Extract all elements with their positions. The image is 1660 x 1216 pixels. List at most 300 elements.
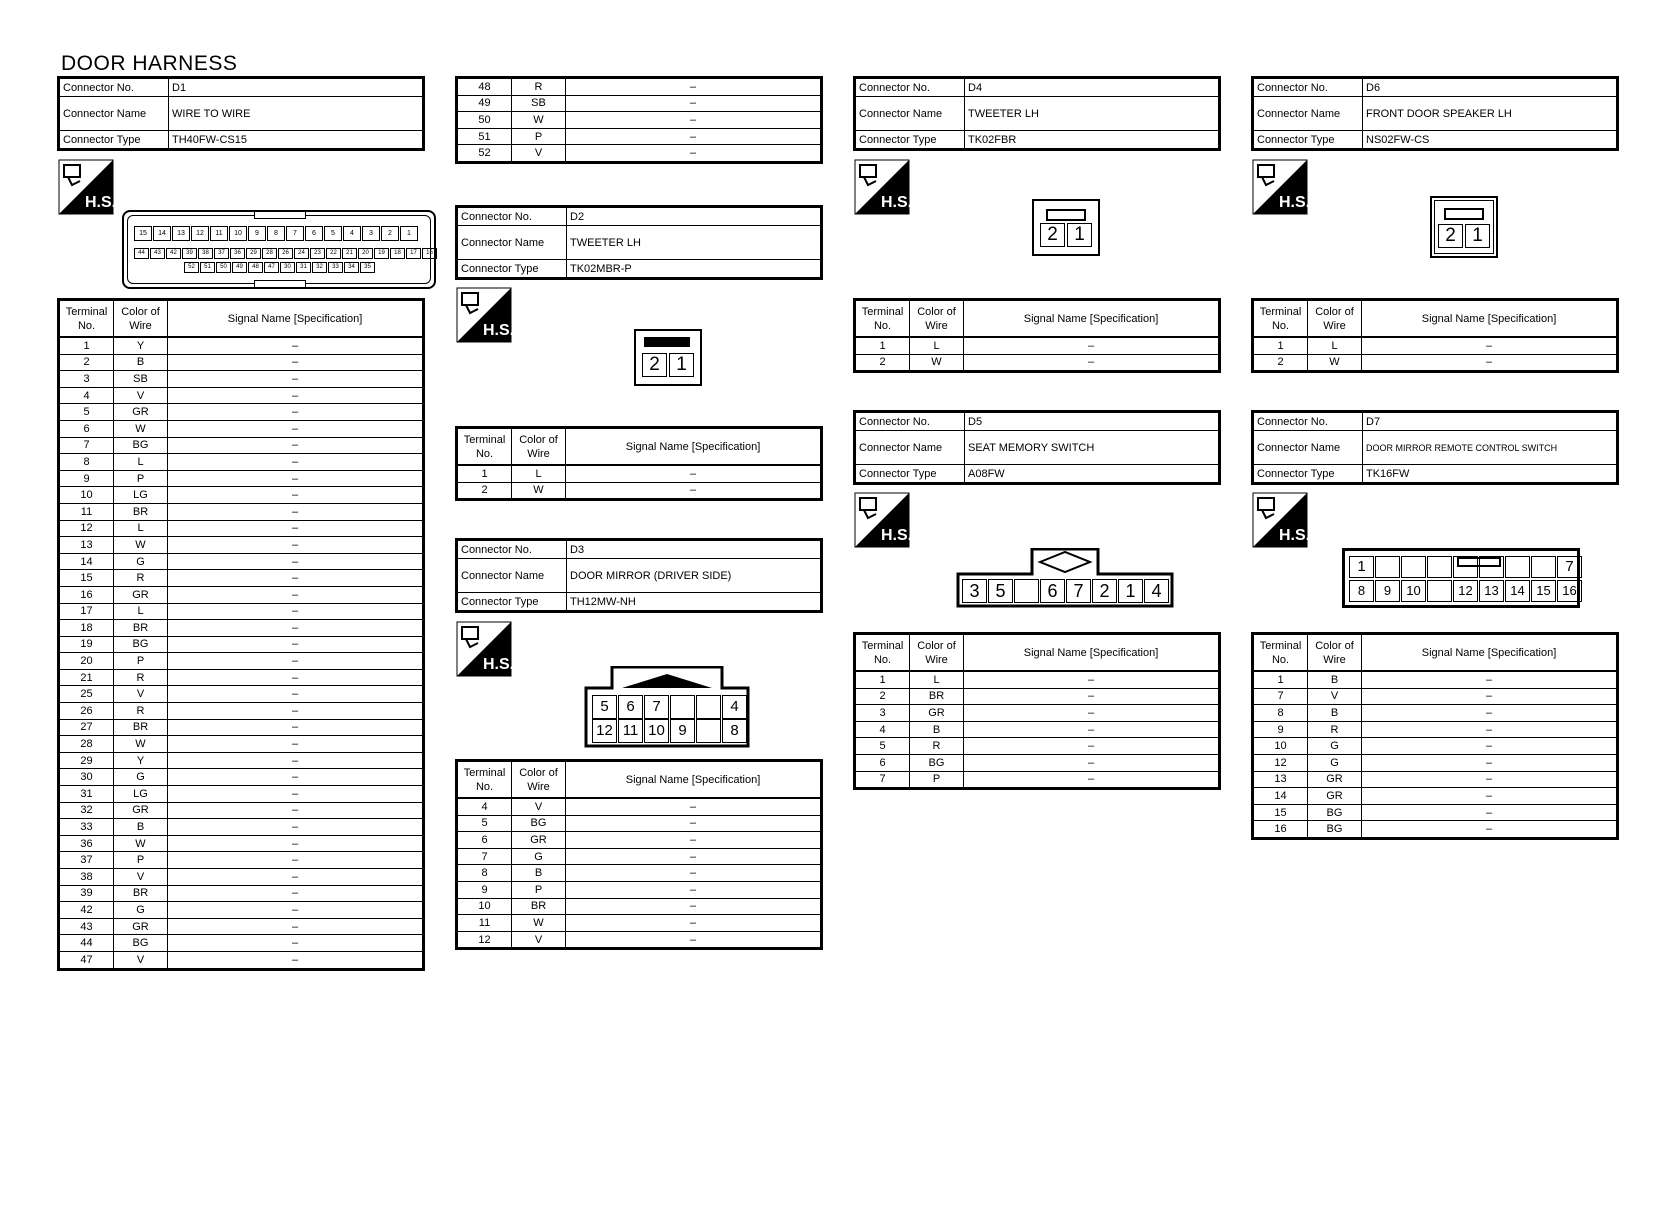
wire-color: BR	[114, 885, 168, 902]
terminal-no: 1	[855, 337, 910, 354]
wire-color: GR	[1308, 788, 1362, 805]
signal-name: –	[964, 754, 1220, 771]
terminal-row	[855, 354, 1220, 372]
header-terminal: Terminal No.	[855, 300, 910, 338]
wire-color: Y	[114, 337, 168, 354]
connector-pin: 37	[214, 248, 229, 259]
terminal-row	[457, 482, 822, 500]
terminal-row	[59, 869, 424, 886]
signal-name: –	[168, 603, 424, 620]
label-connector-no: Connector No.	[457, 540, 567, 559]
signal-name: –	[168, 387, 424, 404]
terminal-row	[855, 738, 1220, 755]
terminal-row	[1253, 671, 1618, 688]
terminal-no: 14	[59, 553, 114, 570]
terminal-row	[59, 420, 424, 437]
terminal-row	[457, 128, 822, 145]
label-connector-no: Connector No.	[457, 207, 567, 226]
terminal-no: 10	[59, 487, 114, 504]
wire-color: L	[910, 337, 964, 354]
wire-color: R	[114, 703, 168, 720]
header-color: Color of Wire	[910, 634, 964, 672]
signal-name: –	[168, 736, 424, 753]
wire-color: P	[512, 128, 566, 145]
signal-name: –	[964, 671, 1220, 688]
wire-color: GR	[114, 918, 168, 935]
connector-pin: 2	[381, 226, 399, 241]
wire-color: V	[114, 686, 168, 703]
signal-name: –	[566, 865, 822, 882]
header-signal: Signal Name [Specification]	[1362, 634, 1618, 672]
label-connector-name: Connector Name	[1253, 431, 1363, 465]
terminal-no: 20	[59, 653, 114, 670]
terminal-no: 19	[59, 636, 114, 653]
signal-name: –	[168, 586, 424, 603]
connector-name: TWEETER LH	[965, 97, 1220, 131]
wire-color: BR	[114, 719, 168, 736]
signal-name: –	[964, 705, 1220, 722]
terminal-row	[59, 470, 424, 487]
wire-color: L	[114, 520, 168, 537]
signal-name: –	[1362, 354, 1618, 372]
terminal-row	[59, 719, 424, 736]
signal-name: –	[168, 503, 424, 520]
terminal-no: 5	[59, 404, 114, 421]
connector-pin: 15	[134, 226, 152, 241]
connector-pin: 12	[592, 719, 617, 743]
connector-d3-face	[582, 666, 752, 748]
wire-color: G	[1308, 754, 1362, 771]
wire-color: W	[114, 537, 168, 554]
connector-d6-terminals	[1251, 298, 1619, 373]
terminal-no: 13	[1253, 771, 1308, 788]
connector-pin	[696, 695, 721, 719]
terminal-row	[457, 865, 822, 882]
terminal-row	[457, 112, 822, 129]
connector-pin: 32	[312, 262, 327, 273]
wire-color: L	[1308, 337, 1362, 354]
connector-d7-header	[1251, 410, 1619, 485]
header-color: Color of Wire	[910, 300, 964, 338]
signal-name: –	[1362, 337, 1618, 354]
signal-name: –	[566, 931, 822, 949]
connector-pin: 4	[1144, 579, 1169, 603]
signal-name: –	[168, 520, 424, 537]
terminal-no: 7	[59, 437, 114, 454]
connector-pin: 31	[296, 262, 311, 273]
connector-type: TK02MBR-P	[567, 260, 822, 279]
header-terminal: Terminal No.	[59, 300, 114, 338]
terminal-no: 12	[457, 931, 512, 949]
signal-name: –	[566, 95, 822, 112]
header-color: Color of Wire	[114, 300, 168, 338]
hs-icon	[1252, 159, 1308, 215]
connector-pin: 39	[182, 248, 197, 259]
header-color: Color of Wire	[512, 761, 566, 799]
terminal-no: 38	[59, 869, 114, 886]
terminal-no: 26	[59, 703, 114, 720]
terminal-no: 17	[59, 603, 114, 620]
connector-pin: 35	[360, 262, 375, 273]
header-terminal: Terminal No.	[457, 428, 512, 466]
wire-color: B	[910, 721, 964, 738]
connector-pin: 8	[1349, 580, 1374, 602]
terminal-row	[59, 487, 424, 504]
terminal-row	[457, 931, 822, 949]
connector-pin: 14	[1505, 580, 1530, 602]
signal-name: –	[1362, 721, 1618, 738]
connector-pin: 42	[166, 248, 181, 259]
signal-name: –	[168, 537, 424, 554]
terminal-row	[59, 786, 424, 803]
terminal-row	[59, 570, 424, 587]
terminal-no: 14	[1253, 788, 1308, 805]
terminal-no: 9	[59, 470, 114, 487]
wire-color: GR	[1308, 771, 1362, 788]
terminal-row	[59, 454, 424, 471]
terminal-row	[457, 465, 822, 482]
connector-pin: 50	[216, 262, 231, 273]
svg-text:H.S.: H.S.	[1279, 527, 1308, 544]
signal-name: –	[168, 686, 424, 703]
connector-pin: 22	[326, 248, 341, 259]
signal-name: –	[1362, 821, 1618, 839]
connector-no: D5	[965, 412, 1220, 431]
terminal-row	[457, 78, 822, 96]
signal-name: –	[1362, 788, 1618, 805]
connector-pin: 1	[1465, 224, 1490, 248]
page-title: DOOR HARNESS	[61, 52, 238, 75]
label-connector-no: Connector No.	[855, 412, 965, 431]
connector-type: TH40FW-CS15	[169, 131, 424, 150]
connector-pin: 19	[374, 248, 389, 259]
connector-type: A08FW	[965, 465, 1220, 484]
wire-color: B	[114, 354, 168, 371]
terminal-no: 2	[1253, 354, 1308, 372]
terminal-no: 16	[1253, 821, 1308, 839]
connector-pin: 24	[294, 248, 309, 259]
terminal-row	[59, 852, 424, 869]
header-signal: Signal Name [Specification]	[566, 761, 822, 799]
svg-text:H.S.: H.S.	[881, 527, 910, 544]
wire-color: W	[1308, 354, 1362, 372]
terminal-row	[59, 520, 424, 537]
wire-color: SB	[512, 95, 566, 112]
label-connector-name: Connector Name	[1253, 97, 1363, 131]
signal-name: –	[168, 752, 424, 769]
wire-color: V	[512, 931, 566, 949]
connector-pin: 20	[358, 248, 373, 259]
connector-pin: 52	[184, 262, 199, 273]
terminal-row	[59, 819, 424, 836]
connector-pin	[1375, 556, 1400, 578]
terminal-row	[59, 437, 424, 454]
wire-color: R	[114, 570, 168, 587]
wire-color: R	[114, 669, 168, 686]
terminal-row	[1253, 354, 1618, 372]
wire-color: BR	[114, 503, 168, 520]
signal-name: –	[566, 815, 822, 832]
svg-text:H.S.: H.S.	[483, 656, 512, 673]
terminal-no: 5	[457, 815, 512, 832]
terminal-no: 8	[457, 865, 512, 882]
connector-pin	[1014, 579, 1039, 603]
connector-no: D1	[169, 78, 424, 97]
label-connector-name: Connector Name	[855, 97, 965, 131]
terminal-row	[1253, 721, 1618, 738]
terminal-no: 1	[1253, 671, 1308, 688]
connector-pin: 13	[1479, 580, 1504, 602]
label-connector-name: Connector Name	[855, 431, 965, 465]
wire-color: V	[512, 145, 566, 163]
signal-name: –	[566, 78, 822, 96]
terminal-no: 1	[59, 337, 114, 354]
connector-d4-terminals	[853, 298, 1221, 373]
signal-name: –	[964, 738, 1220, 755]
svg-text:H.S.: H.S.	[1279, 194, 1308, 211]
hs-icon	[854, 492, 910, 548]
signal-name: –	[168, 620, 424, 637]
terminal-no: 10	[1253, 738, 1308, 755]
signal-name: –	[168, 719, 424, 736]
terminal-no: 27	[59, 719, 114, 736]
signal-name: –	[168, 470, 424, 487]
terminal-row	[59, 951, 424, 969]
wire-color: BG	[910, 754, 964, 771]
terminal-no: 15	[1253, 804, 1308, 821]
label-connector-type: Connector Type	[1253, 131, 1363, 150]
terminal-row	[855, 721, 1220, 738]
connector-pin: 1	[400, 226, 418, 241]
connector-d5-terminals	[853, 632, 1221, 790]
terminal-no: 21	[59, 669, 114, 686]
terminal-no: 31	[59, 786, 114, 803]
terminal-row	[59, 387, 424, 404]
signal-name: –	[168, 935, 424, 952]
terminal-no: 2	[457, 482, 512, 500]
signal-name: –	[168, 835, 424, 852]
terminal-row	[855, 688, 1220, 705]
terminal-no: 28	[59, 736, 114, 753]
label-connector-no: Connector No.	[59, 78, 169, 97]
wire-color: P	[114, 470, 168, 487]
wire-color: G	[114, 769, 168, 786]
connector-d2-terminals	[455, 426, 823, 501]
terminal-row	[59, 802, 424, 819]
label-connector-name: Connector Name	[59, 97, 169, 131]
terminal-row	[855, 771, 1220, 789]
signal-name: –	[168, 802, 424, 819]
wire-color: BG	[1308, 821, 1362, 839]
connector-pin: 14	[153, 226, 171, 241]
connector-d1-terminals	[57, 298, 425, 971]
connector-no: D3	[567, 540, 822, 559]
wire-color: BR	[910, 688, 964, 705]
connector-pin: 33	[328, 262, 343, 273]
terminal-row	[59, 835, 424, 852]
connector-pin: 10	[644, 719, 669, 743]
terminal-no: 48	[457, 78, 512, 96]
terminal-row	[59, 371, 424, 388]
wire-color: L	[114, 603, 168, 620]
signal-name: –	[1362, 754, 1618, 771]
connector-pin: 1	[1118, 579, 1143, 603]
wire-color: L	[114, 454, 168, 471]
wire-color: V	[114, 387, 168, 404]
label-connector-type: Connector Type	[59, 131, 169, 150]
connector-pin: 10	[1401, 580, 1426, 602]
signal-name: –	[168, 703, 424, 720]
connector-pin: 44	[134, 248, 149, 259]
connector-pin: 16	[422, 248, 437, 259]
connector-pin: 3	[362, 226, 380, 241]
signal-name: –	[566, 898, 822, 915]
terminal-row	[59, 935, 424, 952]
label-connector-no: Connector No.	[1253, 78, 1363, 97]
terminal-row	[59, 752, 424, 769]
wire-color: P	[114, 653, 168, 670]
connector-pin	[1453, 556, 1478, 578]
connector-pin: 2	[642, 353, 667, 377]
signal-name: –	[168, 769, 424, 786]
terminal-row	[59, 503, 424, 520]
wire-color: GR	[512, 832, 566, 849]
connector-no: D7	[1363, 412, 1618, 431]
signal-name: –	[964, 721, 1220, 738]
connector-name: SEAT MEMORY SWITCH	[965, 431, 1220, 465]
label-connector-no: Connector No.	[1253, 412, 1363, 431]
connector-pin: 49	[232, 262, 247, 273]
signal-name: –	[168, 337, 424, 354]
terminal-no: 2	[59, 354, 114, 371]
connector-d3-terminals	[455, 759, 823, 950]
header-signal: Signal Name [Specification]	[964, 300, 1220, 338]
signal-name: –	[168, 454, 424, 471]
label-connector-type: Connector Type	[1253, 465, 1363, 484]
terminal-no: 2	[855, 354, 910, 372]
wire-color: R	[910, 738, 964, 755]
terminal-row	[59, 620, 424, 637]
signal-name: –	[1362, 804, 1618, 821]
connector-pin: 11	[618, 719, 643, 743]
connector-d4-face	[1032, 199, 1100, 256]
terminal-no: 12	[59, 520, 114, 537]
signal-name: –	[168, 918, 424, 935]
signal-name: –	[566, 482, 822, 500]
terminal-no: 3	[59, 371, 114, 388]
wire-color: R	[1308, 721, 1362, 738]
connector-pin: 34	[344, 262, 359, 273]
connector-no: D6	[1363, 78, 1618, 97]
terminal-no: 15	[59, 570, 114, 587]
connector-d4-header	[853, 76, 1221, 151]
terminal-row	[855, 705, 1220, 722]
terminal-no: 8	[1253, 705, 1308, 722]
signal-name: –	[168, 420, 424, 437]
wire-color: B	[1308, 705, 1362, 722]
svg-text:H.S.: H.S.	[85, 194, 114, 211]
connector-pin: 2	[1438, 224, 1463, 248]
signal-name: –	[1362, 671, 1618, 688]
label-connector-type: Connector Type	[855, 465, 965, 484]
connector-pin: 8	[267, 226, 285, 241]
connector-pin	[1427, 556, 1452, 578]
signal-name: –	[566, 798, 822, 815]
label-connector-type: Connector Type	[457, 260, 567, 279]
connector-type: TH12MW-NH	[567, 593, 822, 612]
wire-color: V	[114, 951, 168, 969]
terminal-row	[457, 798, 822, 815]
signal-name: –	[168, 487, 424, 504]
signal-name: –	[566, 832, 822, 849]
connector-d1-header	[57, 76, 425, 151]
terminal-no: 25	[59, 686, 114, 703]
terminal-no: 30	[59, 769, 114, 786]
terminal-row	[457, 848, 822, 865]
label-connector-type: Connector Type	[457, 593, 567, 612]
connector-pin: 9	[248, 226, 266, 241]
connector-d1-terminals-cont	[455, 76, 823, 164]
signal-name: –	[964, 688, 1220, 705]
connector-pin: 2	[1040, 223, 1065, 247]
terminal-no: 47	[59, 951, 114, 969]
signal-name: –	[964, 771, 1220, 789]
signal-name: –	[168, 354, 424, 371]
wire-color: P	[512, 881, 566, 898]
wire-color: W	[512, 482, 566, 500]
connector-no: D4	[965, 78, 1220, 97]
terminal-row	[59, 918, 424, 935]
terminal-no: 11	[59, 503, 114, 520]
signal-name: –	[168, 885, 424, 902]
connector-pin: 1	[1349, 556, 1374, 578]
connector-pin: 9	[670, 719, 695, 743]
signal-name: –	[168, 902, 424, 919]
signal-name: –	[566, 915, 822, 932]
signal-name: –	[566, 848, 822, 865]
wire-color: Y	[114, 752, 168, 769]
wire-color: BG	[114, 437, 168, 454]
connector-pin: 1	[669, 353, 694, 377]
terminal-no: 33	[59, 819, 114, 836]
wire-color: GR	[114, 404, 168, 421]
connector-pin: 6	[618, 695, 643, 719]
terminal-no: 39	[59, 885, 114, 902]
terminal-row	[1253, 804, 1618, 821]
terminal-row	[59, 337, 424, 354]
signal-name: –	[1362, 705, 1618, 722]
terminal-row	[457, 832, 822, 849]
connector-type: TK16FW	[1363, 465, 1618, 484]
connector-pin: 7	[1557, 556, 1582, 578]
terminal-no: 49	[457, 95, 512, 112]
terminal-no: 4	[855, 721, 910, 738]
terminal-no: 11	[457, 915, 512, 932]
connector-d2-header	[455, 205, 823, 280]
connector-d1-face	[122, 210, 436, 289]
terminal-row	[59, 769, 424, 786]
connector-pin: 10	[229, 226, 247, 241]
signal-name: –	[168, 437, 424, 454]
terminal-row	[1253, 705, 1618, 722]
terminal-no: 32	[59, 802, 114, 819]
connector-pin: 2	[1092, 579, 1117, 603]
connector-pin: 7	[286, 226, 304, 241]
terminal-no: 7	[457, 848, 512, 865]
connector-pin: 3	[962, 579, 987, 603]
wire-color: B	[512, 865, 566, 882]
signal-name: –	[1362, 738, 1618, 755]
